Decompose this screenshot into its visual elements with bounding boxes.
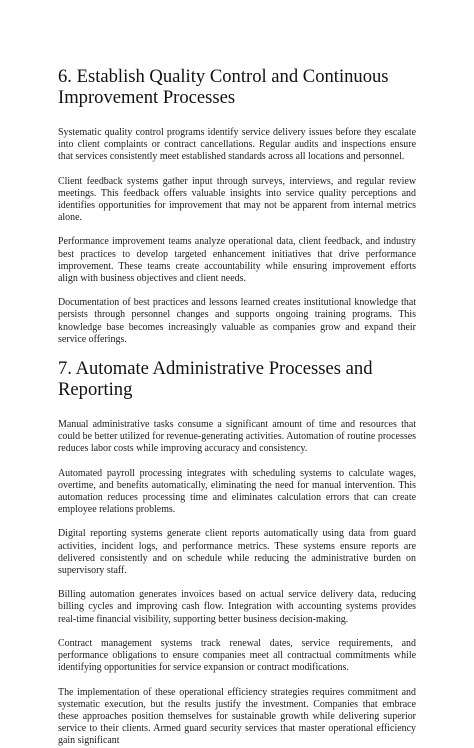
section-7-heading: 7. Automate Administrative Processes and Reporting <box>58 358 373 401</box>
section-7-paragraph-6: The implementation of these operational efficiency strategies requires commitment and systematic execution, but the results justify the investment. Companies that embrace these approaches position themselves for sustainable growth while delivering superior service to their clients. Armed guard security services that master operational efficiency gain significant <box>58 686 416 747</box>
section-7-paragraph-4: Billing automation generates invoices based on actual service delivery data, reducing billing cycles and improving cash flow. Integration with accounting systems provides real-time financial visibility, supporting better business decision-making. <box>58 589 416 625</box>
section-6-heading: 6. Establish Quality Control and Continuous Improvement Processes <box>58 66 389 108</box>
section-7-paragraph-1: Manual administrative tasks consume a significant amount of time and resources that could be better utilized for revenue-generating activities. Automation of routine processes reduces labor costs while improving accuracy and consistency. <box>58 419 416 455</box>
section-7-paragraph-3: Digital reporting systems generate client reports automatically using data from guard activities, incident logs, and performance metrics. These systems ensure reports are delivered consistently and on schedule while reducing the administrative burden on supervisory staff. <box>58 528 416 577</box>
section-6-paragraph-3: Performance improvement teams analyze operational data, client feedback, and industry best practices to develop targeted enhancement initiatives that drive performance improvement. These teams create accountability while ensuring improvement efforts align with business objectives and client needs. <box>58 236 416 285</box>
section-6-paragraph-1: Systematic quality control programs identify service delivery issues before they escalate into client complaints or contract cancellations. Regular audits and inspections ensure that services consistently meet established standards across all locations and personnel. <box>58 127 416 163</box>
section-7-paragraph-2: Automated payroll processing integrates with scheduling systems to calculate wages, overtime, and benefits automatically, eliminating the need for manual intervention. This automation reduces processing time and eliminates calculation errors that can create employee relations problems. <box>58 467 416 516</box>
section-6-paragraph-2: Client feedback systems gather input through surveys, interviews, and regular review meetings. This feedback offers valuable insights into service quality perceptions and identifies opportunities for improvement that may not be apparent from internal metrics alone. <box>58 175 416 224</box>
section-7-paragraph-5: Contract management systems track renewal dates, service requirements, and performance obligations to ensure companies meet all contractual commitments while identifying opportunities for service expansion or contract modifications. <box>58 637 416 674</box>
section-6-paragraph-4: Documentation of best practices and lessons learned creates institutional knowledge that persists through personnel changes and supports ongoing training programs. This knowledge base becomes increasingly valuable as companies grow and expand their service offerings. <box>58 297 416 345</box>
